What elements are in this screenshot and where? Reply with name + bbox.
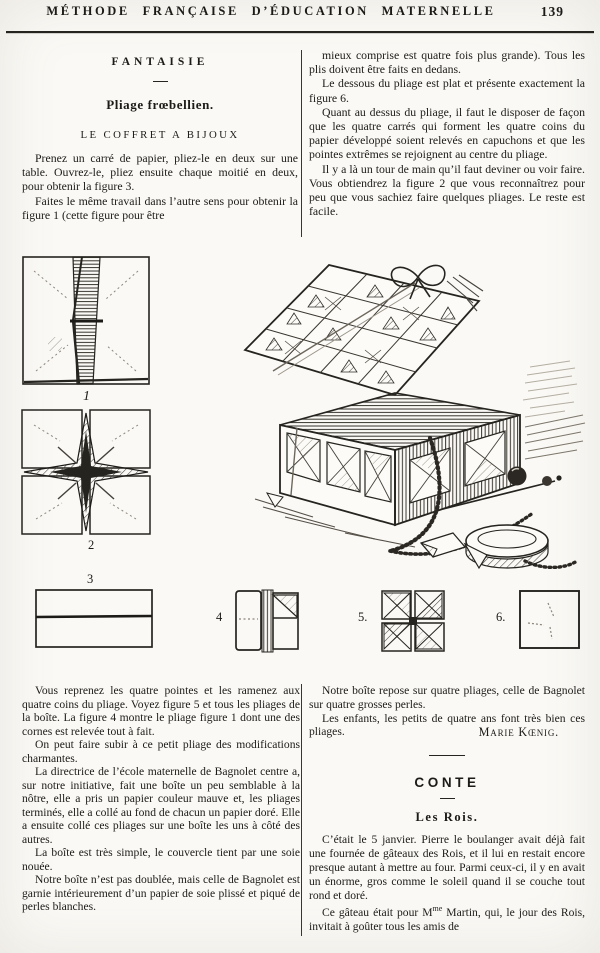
column-rule-top bbox=[301, 50, 302, 237]
figure-3-label: 3 bbox=[87, 572, 94, 586]
figure-4-label: 4 bbox=[216, 610, 223, 624]
paragraph: C’était le 5 janvier. Pierre le boulanger avait déjà fait une fournée de gâteaux des Rois, et il lui en restait encore presque autant à mettre au four. Parmi ceux-ci, il y en avait un énorme, gros comme le soleil quand il se couche tout rond et doré. bbox=[309, 833, 585, 902]
author-signature: Marie Kœnig. bbox=[478, 725, 559, 740]
figure-6-label: 6. bbox=[496, 610, 506, 624]
column-bottom-right bbox=[309, 684, 585, 934]
column-rule-bottom bbox=[301, 684, 302, 936]
running-title: MÉTHODE FRANÇAISE D’ÉDUCATION MATERNELLE bbox=[46, 4, 496, 18]
article-subtitle: LE COFFRET A BIJOUX bbox=[80, 129, 240, 141]
paragraph bbox=[309, 902, 585, 933]
figure-3-rectangle bbox=[34, 588, 154, 650]
superscript-me: me bbox=[432, 904, 443, 914]
column-bottom-left bbox=[22, 684, 300, 914]
paragraph: Il y a là un tour de main qu’il faut deviner ou voir faire. Vous obtiendrez la figure 2 que vous reconnaîtrez pour peu que vous sachiez faire quelques pliages. Le reste est facile. bbox=[309, 161, 585, 219]
figure-1-label: 1 bbox=[83, 389, 90, 404]
column-top-left bbox=[22, 46, 298, 222]
section-dash bbox=[153, 81, 168, 82]
figure-2-label: 2 bbox=[88, 538, 95, 552]
story-p2-text: Ce gâteau était pour M bbox=[322, 906, 433, 920]
paragraph: Faites le même travail dans l’autre sens pour obtenir la figure 1 (cette figure pour être bbox=[22, 193, 298, 222]
figure-5-label: 5. bbox=[358, 610, 368, 624]
paragraph: Les enfants, les petits de quatre ans font très bien ces pliages. bbox=[309, 711, 585, 739]
paragraph: mieux comprise est quatre fois plus grande). Tous les plis doivent être faits en dedans. bbox=[309, 48, 585, 77]
section-divider bbox=[429, 755, 465, 756]
paragraph: Prenez un carré de papier, pliez-le en deux sur une table. Ouvrez-le, pliez ensuite chaque moitié en deux, pour obtenir la figure 3. bbox=[22, 151, 298, 194]
conte-heading: CONTE bbox=[414, 775, 480, 791]
article-title: Pliage frœbellien. bbox=[106, 97, 214, 112]
page-number: 139 bbox=[540, 4, 564, 19]
paragraph: On peut faire subir à ce petit pliage des modifications charmantes. bbox=[22, 738, 300, 765]
conte-dash bbox=[440, 798, 455, 799]
header-rule bbox=[6, 31, 594, 33]
section-heading: FANTAISIE bbox=[111, 56, 209, 68]
figure-5-pinwheel bbox=[380, 589, 446, 653]
paragraph: La directrice de l’école maternelle de Bagnolet centre a, sur notre initiative, fait une boîte un peu semblable à la nôtre, elle a pris un papier couleur mauve et, les pliages terminés, elle a collé au fond de chacun un papier doré. Elle a ensuite collé ces pliages sur une boîte les uns à côté des autres. bbox=[22, 765, 300, 846]
figure-6-flat-square bbox=[518, 589, 582, 651]
paragraph: Notre boîte n’est pas doublée, mais celle de Bagnolet est garnie intérieurement d’un papier de soie plissé et piqué de perles blanches. bbox=[22, 873, 300, 913]
story-p2-text: Martin, qui, le jour des Rois, invitait à goûter tous les amis de bbox=[309, 906, 585, 934]
column-top-right bbox=[309, 48, 585, 218]
paragraph: La boîte est très simple, le couvercle tient par une soie nouée. bbox=[22, 846, 300, 873]
figure-2-star-fold bbox=[18, 407, 154, 537]
paragraph: Quant au dessus du pliage, il faut le disposer de façon que les quatre carrés qui forment les quatre coins du papier développé soient relevés en capuchons et que les pointes extrêmes se rejoignent au centre du pliage. bbox=[309, 104, 585, 162]
story-title: Les Rois. bbox=[415, 810, 479, 825]
figure-1-folded-square bbox=[20, 253, 152, 389]
jewelry-box-illustration bbox=[225, 255, 590, 575]
paragraph: Notre boîte repose sur quatre pliages, celle de Bagnolet sur quatre grosses perles. bbox=[309, 684, 585, 711]
figure-4-corner-fold bbox=[234, 588, 300, 654]
paragraph: Le dessous du pliage est plat et présente exactement la figure 6. bbox=[309, 76, 585, 105]
paragraph: Vous reprenez les quatre pointes et les ramenez aux quatre coins du pliage. Voyez figure 5 et tous les pliages de la boîte. La figure 4 montre le pliage figure 1 dont une des cornes est relevée tout à fait. bbox=[22, 684, 300, 738]
